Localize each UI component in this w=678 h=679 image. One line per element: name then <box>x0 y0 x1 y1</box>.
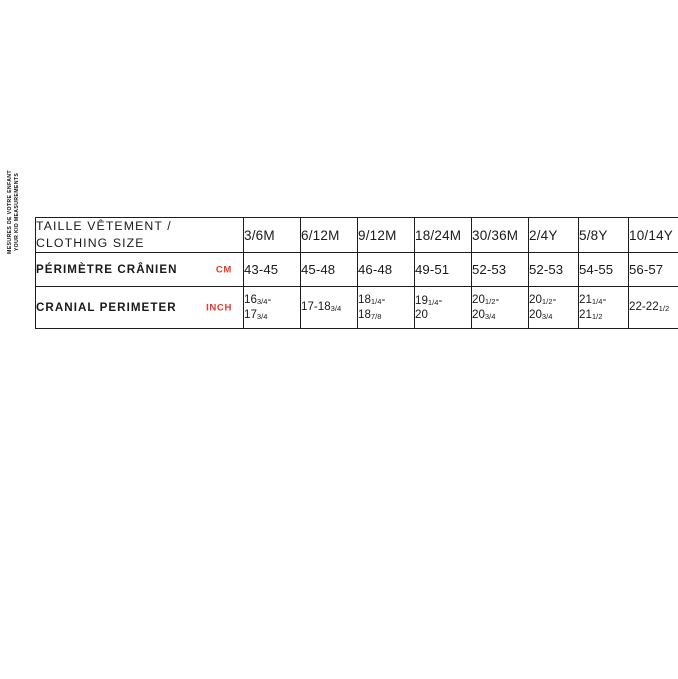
cell-cm-3: 49-51 <box>415 253 472 287</box>
header-size-0: 3/6M <box>244 218 301 253</box>
cell-inch-7: $22-22_{1/2}$ <box>629 287 678 329</box>
cell-cm-0: 43-45 <box>244 253 301 287</box>
header-size-2: 9/12M <box>358 218 415 253</box>
cell-inch-6: $21_{1/4}-$ $21_{1/2}$ <box>579 287 629 329</box>
cell-inch-1: $17-18_{3/4}$ <box>301 287 358 329</box>
header-size-5: 2/4Y <box>529 218 579 253</box>
side-label-measurements <box>6 162 20 262</box>
header-size-7: 10/14Y <box>629 218 678 253</box>
header-label-line1: TAILLE VÊTEMENT / <box>36 219 172 233</box>
header-label-line2: CLOTHING SIZE <box>36 236 145 250</box>
cell-inch-3: $19_{1/4}-$ 20 <box>415 287 472 329</box>
cell-cm-2: 46-48 <box>358 253 415 287</box>
side-label-line-en: YOUR KID MEASUREMENTS <box>13 172 20 252</box>
cell-cm-7: 56-57 <box>629 253 678 287</box>
header-size-6: 5/8Y <box>579 218 629 253</box>
row-unit-cm: CM <box>215 264 232 275</box>
side-label-line-fr: MESURES DE VOTRE ENFANT <box>6 170 13 254</box>
cell-inch-5: $20_{1/2}-$ $20_{3/4}$ <box>529 287 579 329</box>
row-unit-inch: INCH <box>206 302 232 313</box>
cell-cm-4: 52-53 <box>472 253 529 287</box>
cell-inch-0: $16_{3/4}-$ $17_{3/4}$ <box>244 287 301 329</box>
cell-cm-5: 52-53 <box>529 253 579 287</box>
cell-inch-4: $20_{1/2}-$ $20_{3/4}$ <box>472 287 529 329</box>
header-size-1: 6/12M <box>301 218 358 253</box>
cell-inch-2: $18_{1/4}-$ $18_{7/8}$ <box>358 287 415 329</box>
cell-cm-6: 54-55 <box>579 253 629 287</box>
header-clothing-size-label <box>36 218 244 253</box>
table-row <box>36 253 678 287</box>
row-label-text: PÉRIMÈTRE CRÂNIEN <box>36 263 178 276</box>
cell-cm-1: 45-48 <box>301 253 358 287</box>
header-size-3: 18/24M <box>415 218 472 253</box>
row-label-cranial-perimeter-fr <box>36 253 244 287</box>
size-table <box>35 217 678 329</box>
table-header-row <box>36 218 678 253</box>
header-size-4: 30/36M <box>472 218 529 253</box>
row-label-text: CRANIAL PERIMETER <box>36 301 177 314</box>
table-row <box>36 287 678 329</box>
row-label-cranial-perimeter-en <box>36 287 244 329</box>
